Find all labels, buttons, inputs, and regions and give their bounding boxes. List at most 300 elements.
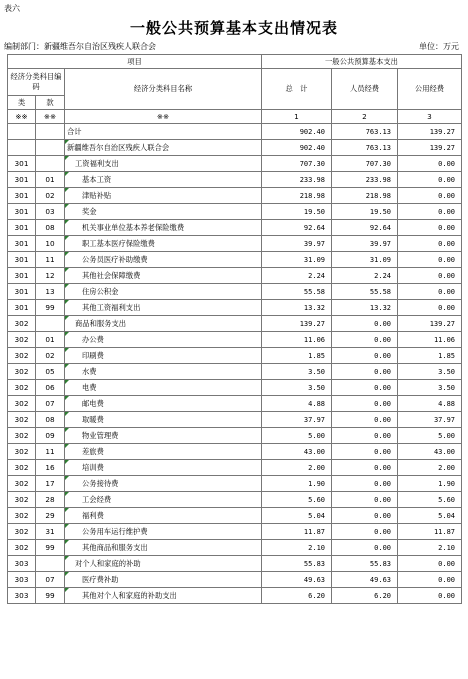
kuan-cell xyxy=(36,124,65,140)
kuan-cell xyxy=(36,556,65,572)
table-row xyxy=(8,284,462,300)
lei-cell-text: 301 xyxy=(14,287,29,296)
total-cell-text: 11.87 xyxy=(303,527,325,536)
total-cell xyxy=(262,348,332,364)
lei-cell xyxy=(8,492,36,508)
public-cell-text: 0.00 xyxy=(438,207,456,216)
personnel-cell xyxy=(332,188,398,204)
lei-cell-text: 301 xyxy=(14,207,29,216)
kuan-cell xyxy=(36,364,65,380)
kuan-cell xyxy=(36,252,65,268)
cell-marker-icon xyxy=(65,396,69,400)
total-cell xyxy=(262,300,332,316)
kuan-cell-text: 08 xyxy=(45,415,55,424)
cell-marker-icon xyxy=(65,236,69,240)
name-cell-text: 工资福利支出 xyxy=(75,158,119,168)
kuan-cell xyxy=(36,412,65,428)
name-cell xyxy=(65,540,262,556)
cell-marker-icon xyxy=(65,284,69,288)
personnel-cell-text: 13.32 xyxy=(369,303,391,312)
personnel-cell-text: 763.13 xyxy=(365,127,391,136)
total-cell-text: 13.32 xyxy=(303,303,325,312)
kuan-cell xyxy=(36,268,65,284)
kuan-cell xyxy=(36,236,65,252)
lei-cell-text: 302 xyxy=(14,543,29,552)
name-cell-text: 奖金 xyxy=(82,206,97,216)
lei-cell xyxy=(8,540,36,556)
table-row xyxy=(8,412,462,428)
total-cell-text: 2.00 xyxy=(308,463,325,472)
personnel-cell-text: 0.00 xyxy=(374,319,391,328)
public-cell xyxy=(398,348,462,364)
cell-marker-icon xyxy=(65,268,69,272)
lei-cell xyxy=(8,156,36,172)
personnel-cell-text: 763.13 xyxy=(365,143,391,152)
name-cell xyxy=(65,332,262,348)
lei-cell xyxy=(8,172,36,188)
lei-cell xyxy=(8,124,36,140)
personnel-cell xyxy=(332,268,398,284)
public-cell xyxy=(398,316,462,332)
cell-marker-icon xyxy=(65,540,69,544)
public-header: 公用经费 xyxy=(398,69,462,110)
public-cell-text: 0.00 xyxy=(438,271,456,280)
lei-cell xyxy=(8,252,36,268)
lei-cell-text: 302 xyxy=(14,511,29,520)
table-row xyxy=(8,556,462,572)
personnel-header: 人员经费 xyxy=(332,69,398,110)
personnel-cell-text: 0.00 xyxy=(374,511,391,520)
table-row xyxy=(8,492,462,508)
table-row xyxy=(8,348,462,364)
public-cell xyxy=(398,572,462,588)
public-cell xyxy=(398,492,462,508)
name-cell-text: 基本工资 xyxy=(82,174,112,184)
department-label: 编制部门：新疆维吾尔自治区残疾人联合会 xyxy=(4,42,156,51)
cell-marker-icon xyxy=(65,220,69,224)
cell-marker-icon xyxy=(65,348,69,352)
kuan-cell-text: 99 xyxy=(45,303,55,312)
public-cell-text: 2.00 xyxy=(438,463,456,472)
personnel-cell-text: 31.09 xyxy=(369,255,391,264)
name-cell-text: 电费 xyxy=(82,382,97,392)
lei-cell-text: 302 xyxy=(14,319,29,328)
personnel-cell-text: 92.64 xyxy=(369,223,391,232)
symbol-cell: ※※ xyxy=(36,110,65,124)
total-cell-text: 902.40 xyxy=(299,127,325,136)
table-row xyxy=(8,588,462,604)
public-cell xyxy=(398,172,462,188)
personnel-cell-text: 55.58 xyxy=(369,287,391,296)
personnel-cell-text: 0.00 xyxy=(374,383,391,392)
personnel-cell xyxy=(332,476,398,492)
public-cell xyxy=(398,460,462,476)
total-cell xyxy=(262,332,332,348)
kuan-cell-text: 01 xyxy=(45,335,55,344)
lei-cell xyxy=(8,188,36,204)
lei-cell-text: 301 xyxy=(14,159,29,168)
table-row xyxy=(8,540,462,556)
total-cell-text: 1.85 xyxy=(308,351,325,360)
personnel-cell xyxy=(332,252,398,268)
lei-cell-text: 302 xyxy=(14,463,29,472)
total-cell-text: 31.09 xyxy=(303,255,325,264)
public-cell-text: 3.50 xyxy=(438,383,456,392)
lei-cell-text: 301 xyxy=(14,239,29,248)
name-cell xyxy=(65,396,262,412)
lei-cell-text: 302 xyxy=(14,335,29,344)
public-cell xyxy=(398,508,462,524)
lei-cell xyxy=(8,444,36,460)
kuan-cell xyxy=(36,524,65,540)
total-cell-text: 902.40 xyxy=(299,143,325,152)
total-cell-text: 43.00 xyxy=(303,447,325,456)
name-cell xyxy=(65,124,262,140)
lei-cell xyxy=(8,332,36,348)
total-cell xyxy=(262,364,332,380)
name-cell-text: 其他商品和服务支出 xyxy=(82,542,148,552)
total-cell xyxy=(262,140,332,156)
total-cell xyxy=(262,556,332,572)
econ-code-header: 经济分类科目编码 xyxy=(8,69,65,96)
name-cell xyxy=(65,444,262,460)
name-cell-text: 其他对个人和家庭的补助支出 xyxy=(82,590,177,600)
name-cell xyxy=(65,572,262,588)
total-cell-text: 19.50 xyxy=(303,207,325,216)
lei-cell xyxy=(8,284,36,300)
table-body xyxy=(8,124,462,604)
total-cell xyxy=(262,444,332,460)
kuan-cell xyxy=(36,172,65,188)
personnel-cell xyxy=(332,556,398,572)
kuan-cell xyxy=(36,572,65,588)
personnel-cell xyxy=(332,220,398,236)
personnel-cell-text: 218.98 xyxy=(365,191,391,200)
kuan-cell xyxy=(36,220,65,236)
name-cell-text: 培训费 xyxy=(82,462,104,472)
total-cell xyxy=(262,268,332,284)
lei-header: 类 xyxy=(8,96,36,110)
total-cell xyxy=(262,524,332,540)
name-cell-text: 办公费 xyxy=(82,334,104,344)
total-cell-text: 707.30 xyxy=(299,159,325,168)
name-cell xyxy=(65,380,262,396)
lei-cell xyxy=(8,476,36,492)
public-cell xyxy=(398,140,462,156)
public-cell-text: 4.88 xyxy=(438,399,456,408)
name-cell-text: 合计 xyxy=(67,126,82,136)
public-cell xyxy=(398,284,462,300)
total-cell-text: 2.24 xyxy=(308,271,325,280)
public-cell-text: 11.06 xyxy=(433,335,456,344)
total-cell-text: 5.60 xyxy=(308,495,325,504)
public-cell xyxy=(398,300,462,316)
personnel-cell-text: 0.00 xyxy=(374,527,391,536)
personnel-cell-text: 707.30 xyxy=(365,159,391,168)
cell-marker-icon xyxy=(65,524,69,528)
cell-marker-icon xyxy=(65,460,69,464)
public-cell-text: 139.27 xyxy=(429,319,456,328)
kuan-cell xyxy=(36,380,65,396)
public-cell-text: 37.97 xyxy=(433,415,456,424)
lei-cell-text: 303 xyxy=(14,559,29,568)
header-row-4 xyxy=(8,110,462,124)
cell-marker-icon xyxy=(65,588,69,592)
table-row xyxy=(8,508,462,524)
table-row xyxy=(8,188,462,204)
lei-cell-text: 301 xyxy=(14,255,29,264)
personnel-cell xyxy=(332,300,398,316)
public-cell xyxy=(398,204,462,220)
public-cell-text: 0.00 xyxy=(438,559,456,568)
public-cell-text: 139.27 xyxy=(429,143,456,152)
lei-cell-text: 302 xyxy=(14,383,29,392)
table-row xyxy=(8,172,462,188)
kuan-cell xyxy=(36,316,65,332)
name-cell-text: 新疆维吾尔自治区残疾人联合会 xyxy=(67,142,170,152)
personnel-cell-text: 19.50 xyxy=(369,207,391,216)
lei-cell xyxy=(8,300,36,316)
personnel-cell xyxy=(332,444,398,460)
name-cell-text: 公务用车运行维护费 xyxy=(82,526,148,536)
kuan-cell xyxy=(36,204,65,220)
lei-cell-text: 302 xyxy=(14,367,29,376)
lei-cell xyxy=(8,508,36,524)
personnel-cell-text: 0.00 xyxy=(374,495,391,504)
name-cell xyxy=(65,220,262,236)
lei-cell-text: 302 xyxy=(14,479,29,488)
personnel-cell xyxy=(332,316,398,332)
personnel-cell xyxy=(332,508,398,524)
personnel-cell-text: 0.00 xyxy=(374,367,391,376)
name-cell xyxy=(65,524,262,540)
total-cell-text: 233.98 xyxy=(299,175,325,184)
total-cell xyxy=(262,412,332,428)
public-cell xyxy=(398,476,462,492)
kuan-cell xyxy=(36,428,65,444)
item-header: 项目 xyxy=(8,55,262,69)
public-cell-text: 0.00 xyxy=(438,239,456,248)
name-cell xyxy=(65,508,262,524)
personnel-cell-text: 0.00 xyxy=(374,543,391,552)
name-cell xyxy=(65,460,262,476)
cell-marker-icon xyxy=(65,412,69,416)
kuan-cell-text: 11 xyxy=(45,255,55,264)
total-cell xyxy=(262,252,332,268)
table-row xyxy=(8,140,462,156)
total-cell-text: 218.98 xyxy=(299,191,325,200)
name-cell xyxy=(65,348,262,364)
name-cell xyxy=(65,300,262,316)
lei-cell-text: 302 xyxy=(14,431,29,440)
public-cell-text: 5.60 xyxy=(438,495,456,504)
personnel-cell xyxy=(332,284,398,300)
name-cell xyxy=(65,156,262,172)
public-cell xyxy=(398,220,462,236)
kuan-cell-text: 99 xyxy=(45,591,55,600)
kuan-cell-text: 12 xyxy=(45,271,55,280)
col-number: 3 xyxy=(398,110,462,124)
personnel-cell-text: 233.98 xyxy=(365,175,391,184)
lei-cell-text: 302 xyxy=(14,415,29,424)
name-cell-text: 水费 xyxy=(82,366,97,376)
public-cell-text: 0.00 xyxy=(438,191,456,200)
lei-cell xyxy=(8,396,36,412)
table-row xyxy=(8,380,462,396)
name-cell xyxy=(65,188,262,204)
public-cell-text: 0.00 xyxy=(438,287,456,296)
name-cell-text: 机关事业单位基本养老保险缴费 xyxy=(82,222,185,232)
table-row xyxy=(8,460,462,476)
cell-marker-icon xyxy=(65,252,69,256)
kuan-cell-text: 29 xyxy=(45,511,55,520)
total-cell xyxy=(262,476,332,492)
lei-cell-text: 301 xyxy=(14,271,29,280)
table-row xyxy=(8,124,462,140)
kuan-cell-text: 08 xyxy=(45,223,55,232)
kuan-cell xyxy=(36,348,65,364)
total-cell xyxy=(262,396,332,412)
lei-cell xyxy=(8,428,36,444)
lei-cell xyxy=(8,412,36,428)
kuan-cell-text: 06 xyxy=(45,383,55,392)
public-cell xyxy=(398,364,462,380)
personnel-cell xyxy=(332,124,398,140)
name-cell-text: 工会经费 xyxy=(82,494,112,504)
personnel-cell-text: 0.00 xyxy=(374,335,391,344)
public-cell-text: 0.00 xyxy=(438,591,456,600)
kuan-cell-text: 07 xyxy=(45,399,55,408)
kuan-cell xyxy=(36,460,65,476)
public-cell-text: 1.85 xyxy=(438,351,456,360)
total-cell xyxy=(262,508,332,524)
budget-table xyxy=(7,54,462,604)
public-cell-text: 0.00 xyxy=(438,255,456,264)
public-cell-text: 0.00 xyxy=(438,223,456,232)
total-cell xyxy=(262,316,332,332)
personnel-cell xyxy=(332,204,398,220)
public-cell xyxy=(398,332,462,348)
lei-cell xyxy=(8,268,36,284)
kuan-cell-text: 09 xyxy=(45,431,55,440)
total-cell xyxy=(262,460,332,476)
lei-cell-text: 302 xyxy=(14,351,29,360)
personnel-cell xyxy=(332,460,398,476)
cell-marker-icon xyxy=(65,204,69,208)
name-cell-text: 邮电费 xyxy=(82,398,104,408)
lei-cell xyxy=(8,204,36,220)
kuan-cell-text: 16 xyxy=(45,463,55,472)
public-cell-text: 5.04 xyxy=(438,511,456,520)
econ-name-header: 经济分类科目名称 xyxy=(65,69,262,110)
table-row xyxy=(8,476,462,492)
lei-cell xyxy=(8,364,36,380)
kuan-cell xyxy=(36,300,65,316)
personnel-cell-text: 2.24 xyxy=(374,271,391,280)
kuan-cell-text: 01 xyxy=(45,175,55,184)
table-row xyxy=(8,572,462,588)
personnel-cell xyxy=(332,348,398,364)
kuan-cell-text: 05 xyxy=(45,367,55,376)
lei-cell-text: 302 xyxy=(14,495,29,504)
kuan-cell xyxy=(36,140,65,156)
name-cell-text: 公务员医疗补助缴费 xyxy=(82,254,148,264)
public-cell-text: 2.10 xyxy=(438,543,456,552)
total-cell-text: 49.63 xyxy=(303,575,325,584)
table-row xyxy=(8,332,462,348)
kuan-cell-text: 03 xyxy=(45,207,55,216)
total-cell xyxy=(262,124,332,140)
cell-marker-icon xyxy=(65,188,69,192)
page-title: 一般公共预算基本支出情况表 xyxy=(129,19,338,37)
personnel-cell xyxy=(332,492,398,508)
total-cell-text: 5.00 xyxy=(308,431,325,440)
name-cell-text: 医疗费补助 xyxy=(82,574,119,584)
total-cell xyxy=(262,380,332,396)
public-cell xyxy=(398,396,462,412)
personnel-cell-text: 39.97 xyxy=(369,239,391,248)
kuan-cell xyxy=(36,588,65,604)
public-cell xyxy=(398,540,462,556)
name-cell-text: 对个人和家庭的补助 xyxy=(75,558,141,568)
total-cell-text: 1.90 xyxy=(308,479,325,488)
kuan-cell xyxy=(36,188,65,204)
table-row xyxy=(8,364,462,380)
personnel-cell-text: 0.00 xyxy=(374,415,391,424)
personnel-cell-text: 55.83 xyxy=(369,559,391,568)
personnel-cell xyxy=(332,428,398,444)
personnel-cell xyxy=(332,236,398,252)
lei-cell-text: 301 xyxy=(14,223,29,232)
name-cell xyxy=(65,236,262,252)
public-cell-text: 3.50 xyxy=(438,367,456,376)
cell-marker-icon xyxy=(65,380,69,384)
public-cell-text: 139.27 xyxy=(429,127,456,136)
public-cell xyxy=(398,444,462,460)
kuan-cell-text: 28 xyxy=(45,495,55,504)
total-cell xyxy=(262,540,332,556)
total-cell-text: 3.50 xyxy=(308,367,325,376)
name-cell xyxy=(65,316,262,332)
name-cell xyxy=(65,140,262,156)
kuan-cell xyxy=(36,508,65,524)
lei-cell xyxy=(8,348,36,364)
total-cell xyxy=(262,156,332,172)
lei-cell-text: 301 xyxy=(14,191,29,200)
header-row-2 xyxy=(8,69,462,96)
lei-cell xyxy=(8,556,36,572)
personnel-cell xyxy=(332,572,398,588)
table-row xyxy=(8,156,462,172)
name-cell-text: 差旅费 xyxy=(82,446,104,456)
table-row xyxy=(8,220,462,236)
kuan-cell xyxy=(36,284,65,300)
public-cell xyxy=(398,524,462,540)
public-cell xyxy=(398,380,462,396)
name-cell-text: 商品和服务支出 xyxy=(75,318,127,328)
name-cell-text: 印刷费 xyxy=(82,350,104,360)
total-cell-text: 5.04 xyxy=(308,511,325,520)
personnel-cell-text: 0.00 xyxy=(374,399,391,408)
total-cell xyxy=(262,220,332,236)
table-row xyxy=(8,204,462,220)
name-cell xyxy=(65,428,262,444)
name-cell xyxy=(65,412,262,428)
cell-marker-icon xyxy=(65,364,69,368)
total-cell-text: 3.50 xyxy=(308,383,325,392)
kuan-cell xyxy=(36,540,65,556)
public-cell-text: 0.00 xyxy=(438,575,456,584)
